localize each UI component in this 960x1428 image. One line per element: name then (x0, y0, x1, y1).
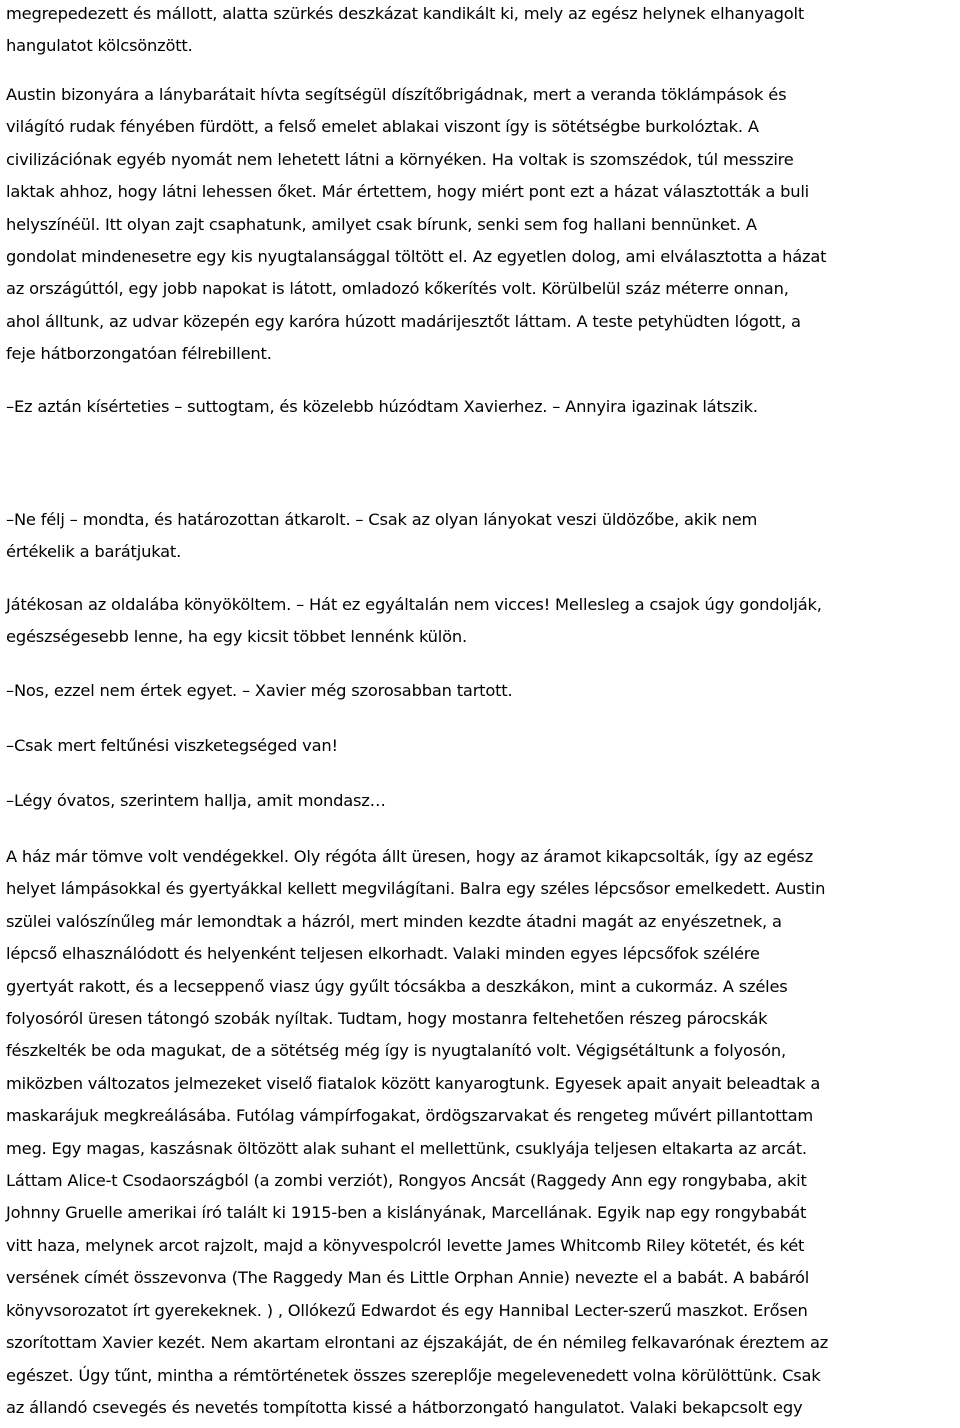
paragraph-3: –Ez aztán kísérteties – suttogtam, és közelebb húzódtam Xavierhez. – Annyira igazinak látszik. (6, 397, 758, 416)
paragraph-2: Austin bizonyára a lánybarátait hívta segítségül díszítőbrigádnak, mert a veranda töklámpások és világító rudak fényében fürdött, a felső emelet ablakai viszont így is sötétségbe burkolóztak. A civilizációnak egyéb nyomát nem lehetett látni a környéken. Ha voltak is szomszédok, túl messzire laktak ahhoz, hogy látni lehessen őket. Már értettem, hogy miért pont ezt a házat választották a buli helyszínéül. Itt olyan zajt csaphatunk, amilyet csak bírunk, senki sem fog hallani bennünket. A gondolat mindenesetre egy kis nyugtalansággal töltött el. Az egyetlen dolog, ami elválasztotta a házat az országúttól, egy jobb napokat is látott, omladozó kőkerítés volt. Körülbelül száz méterre onnan, ahol álltunk, az udvar közepén egy karóra húzott madárijesztőt láttam. A teste petyhüdten lógott, a feje hátborzongatóan félrebillent. (6, 85, 827, 364)
paragraph-6: –Nos, ezzel nem értek egyet. – Xavier még szorosabban tartott. (6, 681, 513, 700)
paragraph-7: –Csak mert feltűnési viszketegséged van! (6, 736, 338, 755)
paragraph-9: A ház már tömve volt vendégekkel. Oly régóta állt üresen, hogy az áramot kikapcsolták, így az egész helyet lámpásokkal és gyertyákkal kellett megvilágítani. Balra egy széles lépcsősor emelkedett. Austin szülei valószínűleg már lemondtak a házról, mert minden kezdte átadni magát az enyészetnek, a lépcső elhasználódott és helyenként teljesen elkorhadt. Valaki minden egyes lépcsőfok szélére gyertyát rakott, és a lecseppenő viasz úgy gyűlt tócsákba a deszkákon, mint a cukormáz. A széles folyosóról üresen tátongó szobák nyíltak. Tudtam, hogy mostanra feltehetően részeg párocskák fészkelték be oda magukat, de a sötétség még így is nyugtalanító volt. Végigsétáltunk a folyosón, miközben változatos jelmezeket viselő fiatalok között kanyarogtunk. Egyesek apait anyait beleadtak a maskarájuk megkreálásába. Futólag vámpírfogakat, ördögszarvakat és rengeteg művért pillantottam meg. Egy magas, kaszásnak öltözött alak suhant el mellettünk, csuklyája teljesen eltakarta az arcát. Láttam Alice-t Csodaországból (a zombi verziót), Rongyos Ancsát (Raggedy Ann egy rongybaba, akit Johnny Gruelle amerikai író talált ki 1915-ben a kislányának, Marcellának. Egyik nap egy rongybabát vitt haza, melynek arcot rajzolt, majd a könyvespolcról levette James Whitcomb Riley kötetét, és két versének címét összevonva (The Raggedy Man és Little Orphan Annie) nevezte el a babát. A babáról könyvsorozatot írt gyerekeknek. ) , Ollókezű Edwardot és egy Hannibal Lecter-szerű maszkot. Erősen szorítottam Xavier kezét. Nem akartam elrontani az éjszakáját, de én némileg felkavarónak éreztem az egészet. Úgy tűnt, mintha a rémtörténetek összes szereplője megelevenedett volna körülöttünk. Csak az állandó csevegés és nevetés tompította kissé a hátborzongató hangulatot. Valaki bekapcsolt egy (6, 847, 829, 1417)
paragraph-4: –Ne félj – mondta, és határozottan átkarolt. – Csak az olyan lányokat veszi üldözőbe, akik nem értékelik a barátjukat. (6, 510, 758, 562)
paragraph-5: Játékosan az oldalába könyököltem. – Hát ez egyáltalán nem vicces! Mellesleg a csajok úgy gondolják, egészségesebb lenne, ha egy kicsit többet lennénk külön. (6, 595, 822, 647)
paragraph-1: megrepedezett és mállott, alatta szürkés deszkázat kandikált ki, mely az egész helynek elhanyagolt hangulatot kölcsönzött. (6, 4, 805, 56)
paragraph-8: –Légy óvatos, szerintem hallja, amit mondasz… (6, 791, 386, 810)
